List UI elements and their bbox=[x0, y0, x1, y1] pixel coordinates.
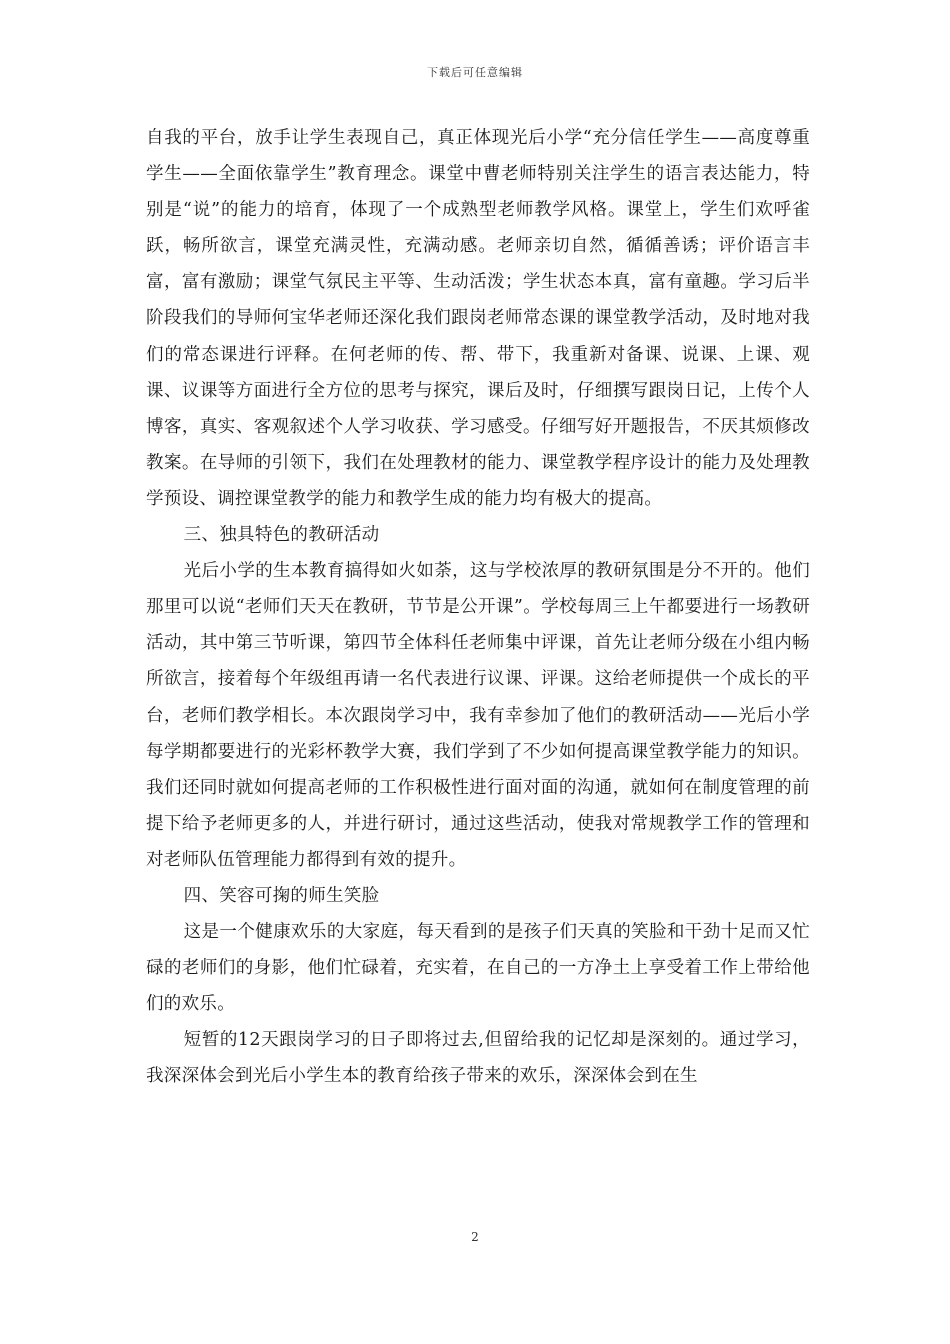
page-number: 2 bbox=[471, 1230, 479, 1244]
section-heading-3: 三、独具特色的教研活动 bbox=[183, 525, 380, 546]
paragraph-continuation: 自我的平台，放手让学生表现自己，真正体现光后小学“充分信任学生——高度尊重学生——全面依靠学生”教育理念。课堂中曹老师特别关注学生的语言表达能力，特别是“说”的能力的培育，体现了一个成熟型老师教学风格。课堂上，学生们欢呼雀跃，畅所欲言，课堂充满灵性，充满动感。老师亲切自然，循循善诱；评价语言丰富，富有激励；课堂气氛民主平等、生动活泼；学生状态本真，富有童趣。学习后半阶段我们的导师何宝华老师还深化我们跟岗老师常态课的课堂教学活动，及时地对我们的常态课进行评释。在何老师的传、帮、带下，我重新对备课、说课、上课、观课、议课等方面进行全方位的思考与探究，课后及时，仔细撰写跟岗日记，上传个人博客，真实、客观叙述个人学习收获、学习感受。仔细写好开题报告，不厌其烦修改教案。在导师的引领下，我们在处理教材的能力、课堂教学程序设计的能力及处理教学预设、调控课堂教学的能力和教学生成的能力均有极大的提高。 bbox=[146, 128, 810, 509]
paragraph-happy-family: 这是一个健康欢乐的大家庭，每天看到的是孩子们天真的笑脸和干劲十足而又忙碌的老师们的身影，他们忙碌着，充实着，在自己的一方净土上享受着工作上带给他们的欢乐。 bbox=[146, 922, 810, 1015]
paragraph-conclusion: 短暂的12天跟岗学习的日子即将过去,但留给我的记忆却是深刻的。通过学习，我深深体会到光后小学生本的教育给孩子带来的欢乐，深深体会到在生 bbox=[146, 1030, 810, 1087]
section-heading-4: 四、笑容可掬的师生笑脸 bbox=[183, 885, 380, 906]
page-header: 下载后可任意编辑 bbox=[427, 66, 523, 79]
paragraph-research-activities: 光后小学的生本教育搞得如火如荼，这与学校浓厚的教研氛围是分不开的。他们那里可以说“老师们天天在教研，节节是公开课”。学校每周三上午都要进行一场教研活动，其中第三节听课，第四节全体科任老师集中评课，首先让老师分级在小组内畅所欲言，接着每个年级组再请一名代表进行议课、评课。这给老师提供一个成长的平台，老师们教学相长。本次跟岗学习中，我有幸参加了他们的教研活动——光后小学每学期都要进行的光彩杯教学大赛，我们学到了不少如何提高课堂教学能力的知识。我们还同时就如何提高老师的工作积极性进行面对面的沟通，就如何在制度管理的前提下给予老师更多的人，并进行研讨，通过这些活动，使我对常规教学工作的管理和对老师队伍管理能力都得到有效的提升。 bbox=[146, 561, 810, 870]
document-body bbox=[146, 120, 810, 1095]
